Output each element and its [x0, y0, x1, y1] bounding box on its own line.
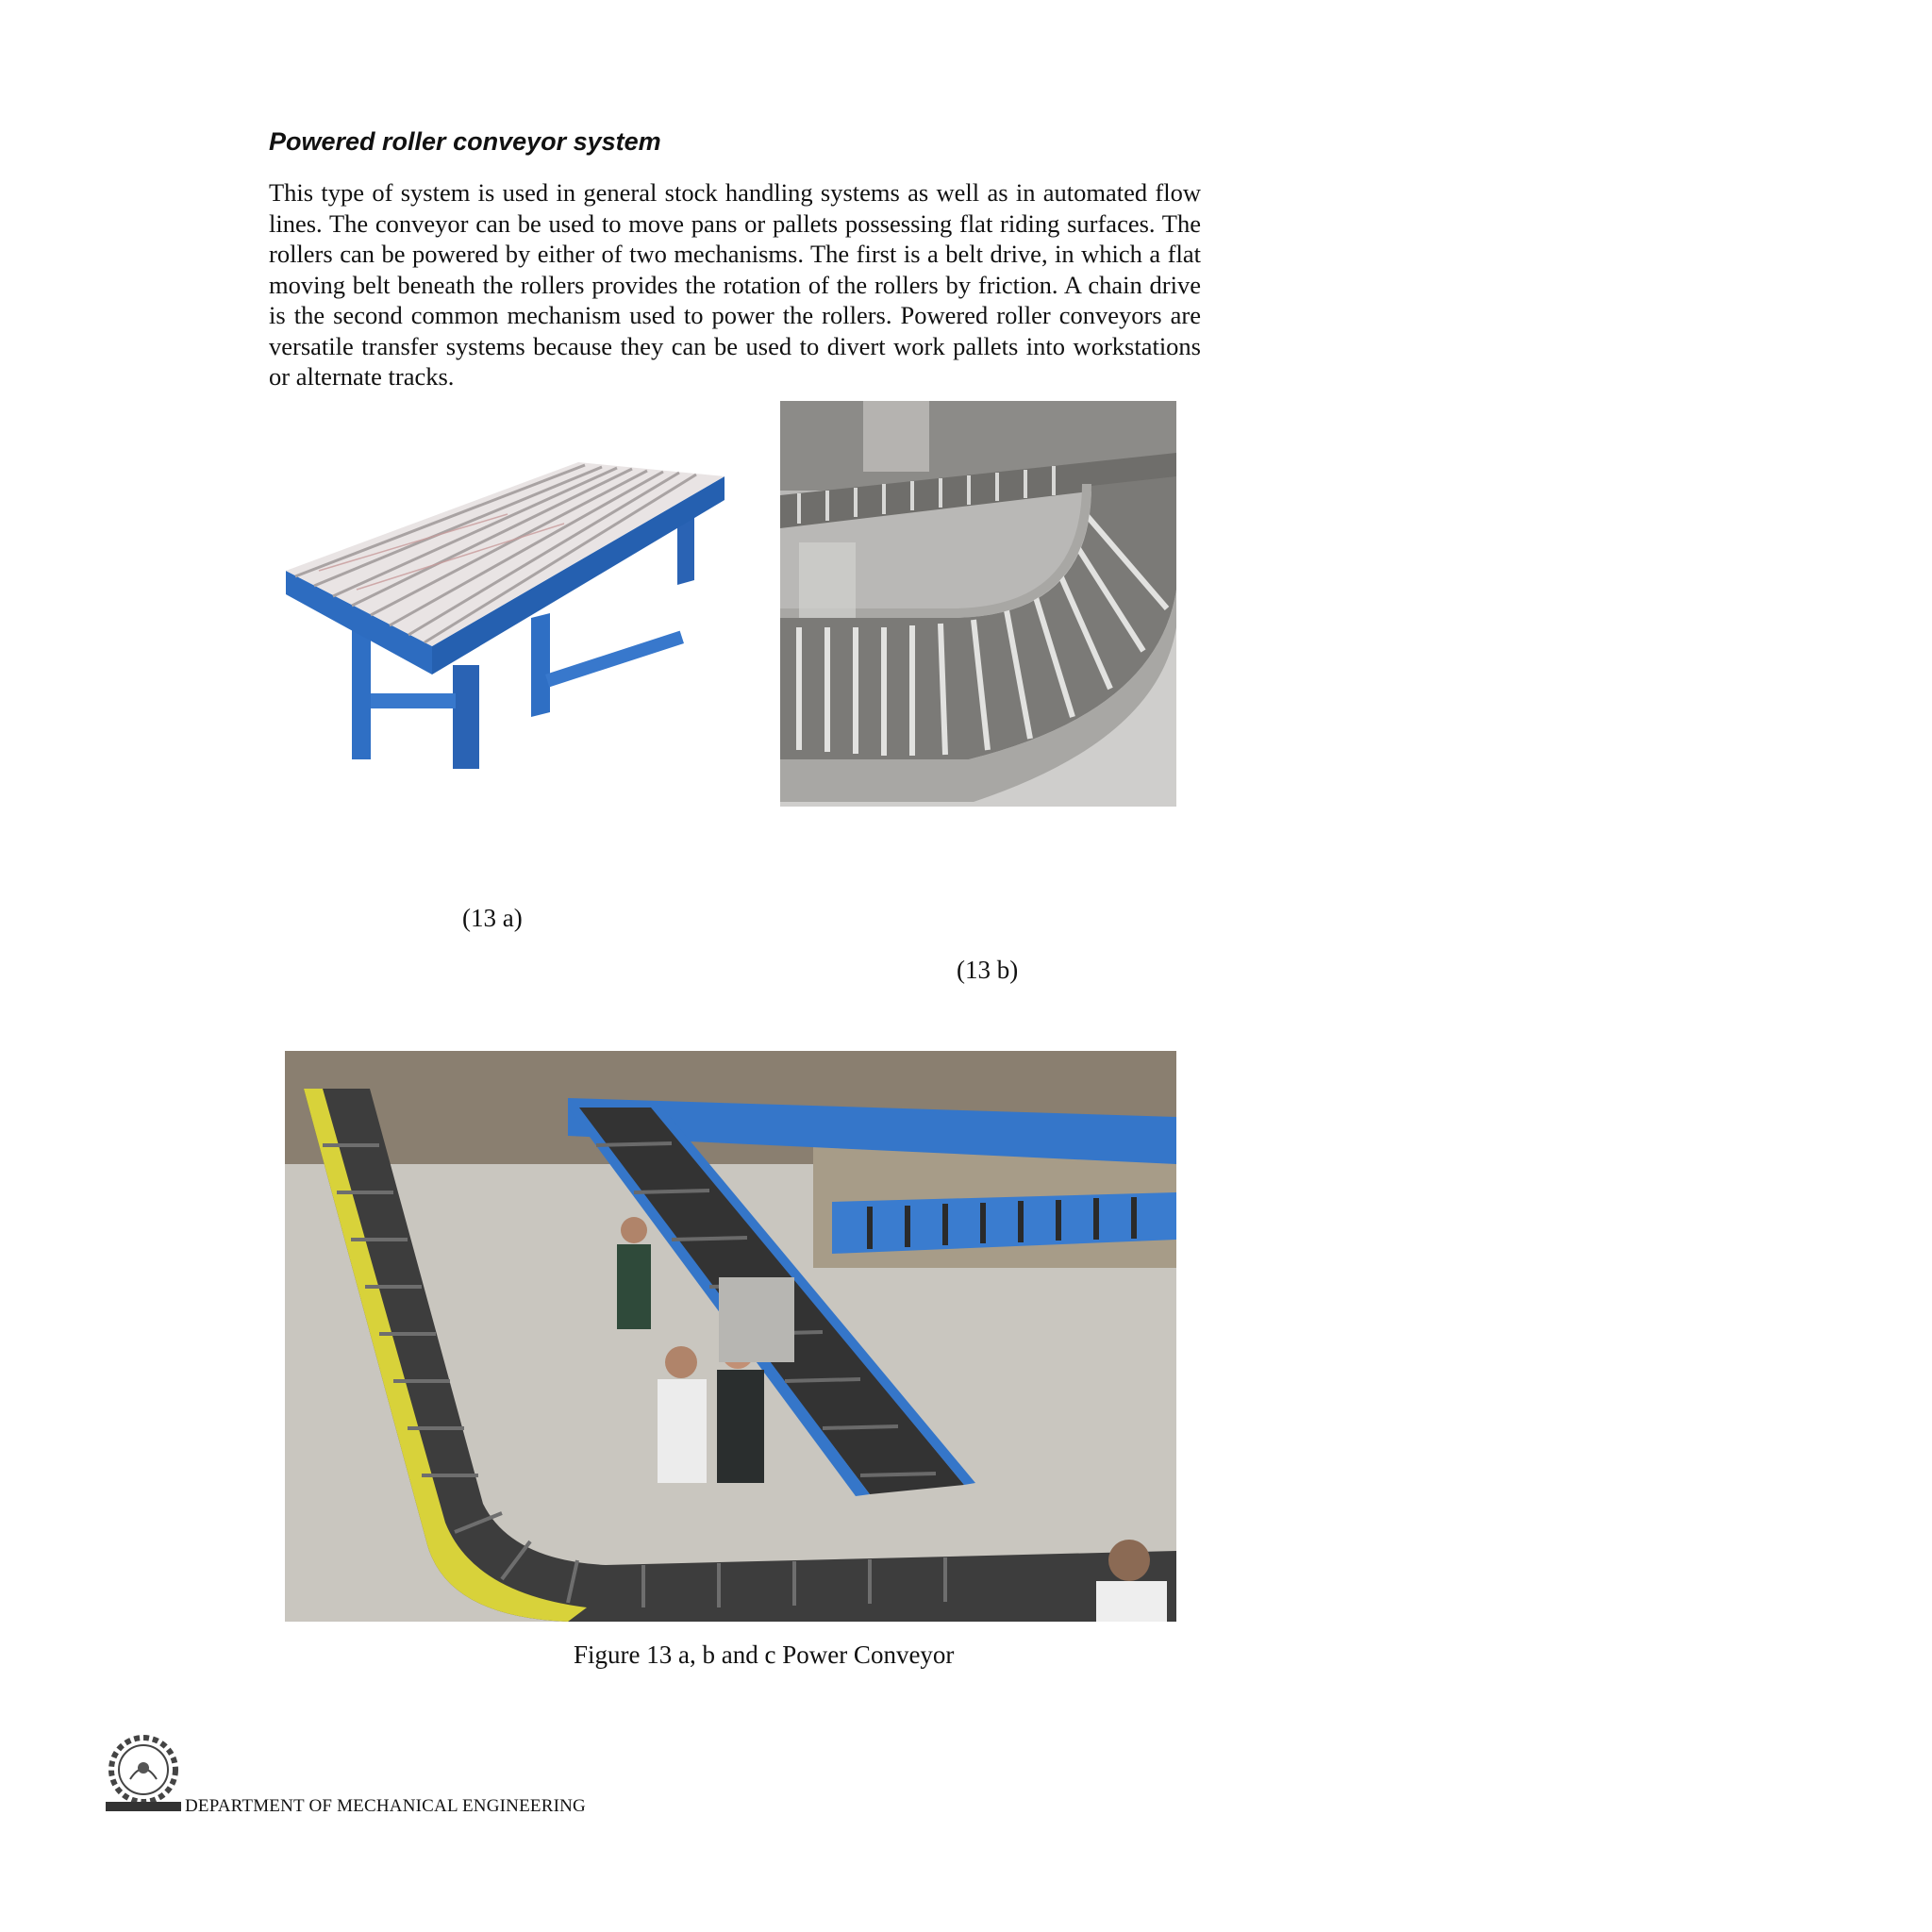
figure-13c-image	[285, 1051, 1176, 1622]
figure-13b-label: (13 b)	[957, 956, 1019, 984]
body-paragraph: This type of system is used in general stock handling systems as well as in automated flow lines. The conveyor can be used to move pans or pallets possessing flat riding surfaces. The rollers can be powered by either of two mechanisms. The first is a belt drive, in which a flat moving belt beneath the rollers provides the rotation of the rollers by friction. A chain drive is the second common mechanism used to power the rollers. Powered roller conveyors are versatile transfer systems because they can be used to divert work pallets into workstations or alternate tracks.	[269, 178, 1201, 391]
figure-caption: Figure 13 a, b and c Power Conveyor	[574, 1641, 955, 1669]
section-heading: Powered roller conveyor system	[269, 127, 661, 156]
figure-13a-label: (13 a)	[462, 904, 523, 932]
department-logo	[102, 1730, 185, 1820]
figure-13b-image	[780, 401, 1176, 807]
footer-department: DEPARTMENT OF MECHANICAL ENGINEERING	[185, 1796, 586, 1816]
figure-13a-image	[281, 458, 724, 783]
